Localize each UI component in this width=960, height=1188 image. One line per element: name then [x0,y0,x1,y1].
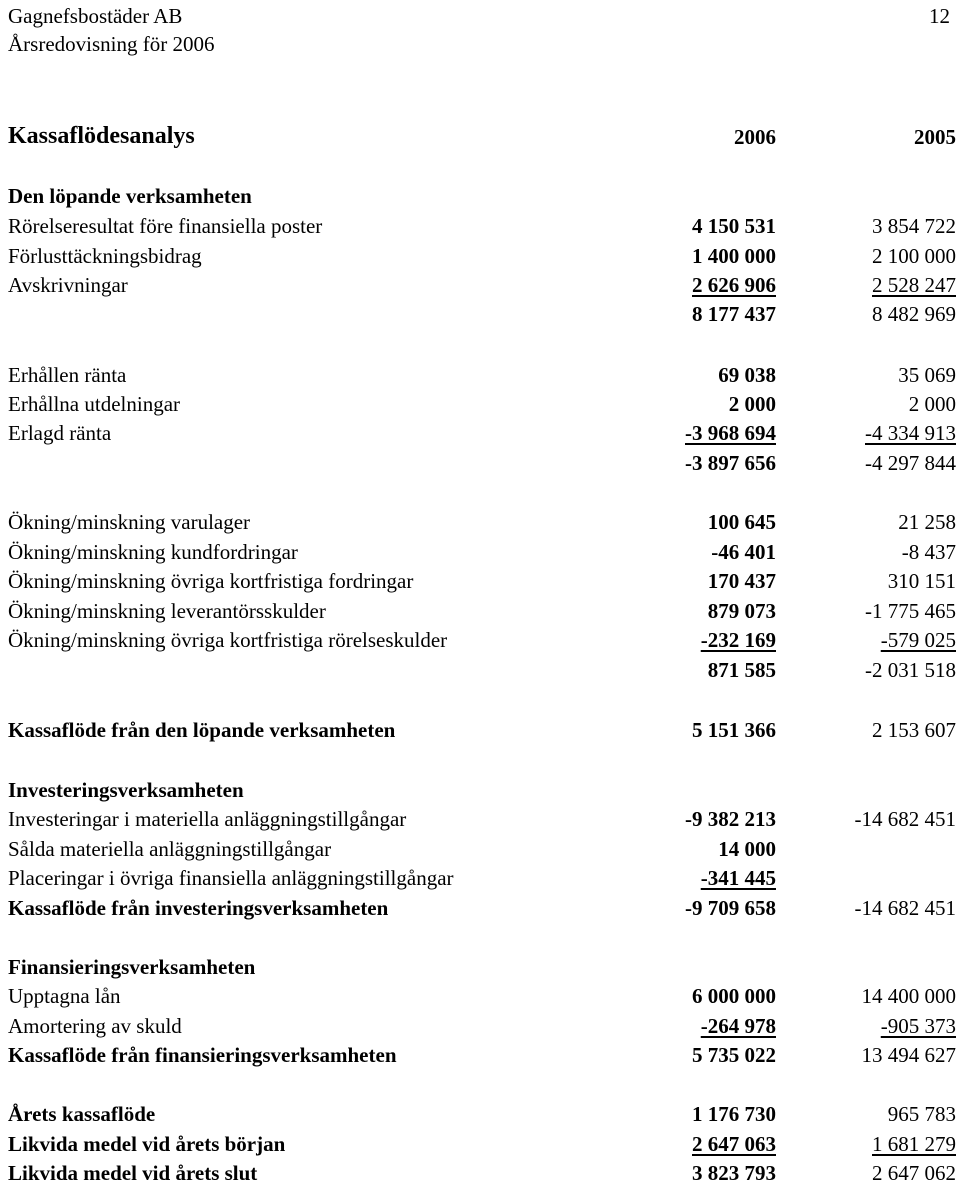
value-2005: 1 681 279 [872,1132,956,1156]
section-heading: Investeringsverksamheten [8,778,244,802]
row-label: Förlusttäckningsbidrag [8,244,202,268]
value-2006: -9 709 658 [685,896,776,920]
row-label: Rörelseresultat före finansiella poster [8,214,323,238]
value-2006: -9 382 213 [685,807,776,831]
row-label: Årets kassaflöde [8,1102,156,1126]
subtotal-row [0,448,960,478]
year-column-2: 2005 [914,125,956,149]
table-row [0,981,960,1011]
value-2005: 2 100 000 [872,244,956,268]
value-2006: -3 968 694 [685,421,776,445]
value-2005: 2 647 062 [872,1161,956,1185]
table-row [0,1099,960,1129]
row-label: Investeringar i materiella anläggningstillgångar [8,807,407,831]
value-2005: 35 069 [898,363,956,387]
value-2005: 14 400 000 [861,984,956,1008]
table-row [0,1158,960,1188]
value-2006: 5 735 022 [692,1043,776,1067]
row-label: Ökning/minskning leverantörsskulder [8,599,326,623]
value-2006: 8 177 437 [692,302,776,326]
value-2006: 2 626 906 [692,273,776,297]
page-header [8,2,214,58]
row-label: Erhållen ränta [8,363,127,387]
section-heading-row [0,181,960,211]
table-row [0,537,960,567]
section-heading: Den löpande verksamheten [8,184,252,208]
value-2005: 8 482 969 [872,302,956,326]
table-row [0,804,960,834]
table-row [0,389,960,419]
table-row [0,1040,960,1070]
subtotal-row [0,299,960,329]
value-2006: 2 647 063 [692,1132,776,1156]
table-row [0,893,960,923]
value-2006: -46 401 [711,540,776,564]
table-row [0,863,960,893]
row-label: Erlagd ränta [8,421,112,445]
row-label: Ökning/minskning kundfordringar [8,540,298,564]
value-2006: 3 823 793 [692,1161,776,1185]
table-row [0,507,960,537]
section-heading-row [0,952,960,982]
row-label: Upptagna lån [8,984,121,1008]
value-2005: 21 258 [898,510,956,534]
page-number: 12 [929,4,950,28]
value-2005: -4 297 844 [865,451,956,475]
company-name: Gagnefsbostäder AB [8,4,183,28]
row-label: Likvida medel vid årets slut [8,1161,258,1185]
table-row [0,1011,960,1041]
row-label: Kassaflöde från finansieringsverksamheten [8,1043,397,1067]
value-2006: -232 169 [700,628,776,652]
value-2005: -14 682 451 [854,807,956,831]
report-title: Årsredovisning för 2006 [8,32,215,56]
row-label: Amortering av skuld [8,1014,182,1038]
title-row [0,120,960,152]
table-row [0,270,960,300]
table-row [0,715,960,745]
value-2005: -8 437 [901,540,956,564]
value-2005: -1 775 465 [865,599,956,623]
row-label: Kassaflöde från investeringsverksamheten [8,896,389,920]
table-row [0,1129,960,1159]
row-label: Avskrivningar [8,273,128,297]
table-row [0,211,960,241]
section-heading-row [0,775,960,805]
value-2005: 3 854 722 [872,214,956,238]
value-2005: -2 031 518 [865,658,956,682]
row-label: Erhållna utdelningar [8,392,181,416]
subtotal-row [0,655,960,685]
row-label: Likvida medel vid årets början [8,1132,286,1156]
table-row [0,834,960,864]
table-row [0,566,960,596]
row-label: Ökning/minskning varulager [8,510,251,534]
value-2005: -905 373 [880,1014,956,1038]
value-2006: 5 151 366 [692,718,776,742]
value-2006: 100 645 [707,510,776,534]
value-2005: 2 000 [908,392,956,416]
value-2005: -579 025 [880,628,956,652]
value-2006: 871 585 [707,658,776,682]
value-2006: 1 176 730 [692,1102,776,1126]
value-2005: 2 528 247 [872,273,956,297]
value-2006: 14 000 [718,837,776,861]
table-row [0,625,960,655]
value-2005: -4 334 913 [865,421,956,445]
value-2006: 2 000 [728,392,776,416]
value-2005: 13 494 627 [861,1043,956,1067]
table-row [0,241,960,271]
row-label: Placeringar i övriga finansiella anläggningstillgångar [8,866,454,890]
value-2005: -14 682 451 [854,896,956,920]
value-2006: 879 073 [707,599,776,623]
value-2006: -341 445 [700,866,776,890]
row-label: Sålda materiella anläggningstillgångar [8,837,332,861]
year-column-1: 2006 [734,125,776,149]
value-2006: 4 150 531 [692,214,776,238]
value-2006: 6 000 000 [692,984,776,1008]
value-2006: 69 038 [718,363,776,387]
value-2006: 170 437 [707,569,776,593]
table-row [0,418,960,448]
value-2006: -264 978 [700,1014,776,1038]
row-label: Ökning/minskning övriga kortfristiga fordringar [8,569,414,593]
table-row [0,360,960,390]
table-row [0,596,960,626]
value-2006: 1 400 000 [692,244,776,268]
row-label: Ökning/minskning övriga kortfristiga rörelseskulder [8,628,448,652]
section-heading: Finansieringsverksamheten [8,955,256,979]
value-2005: 2 153 607 [872,718,956,742]
value-2005: 310 151 [887,569,956,593]
value-2005: 965 783 [887,1102,956,1126]
row-label: Kassaflöde från den löpande verksamheten [8,718,396,742]
page-title: Kassaflödesanalys [8,123,195,149]
value-2006: -3 897 656 [685,451,776,475]
